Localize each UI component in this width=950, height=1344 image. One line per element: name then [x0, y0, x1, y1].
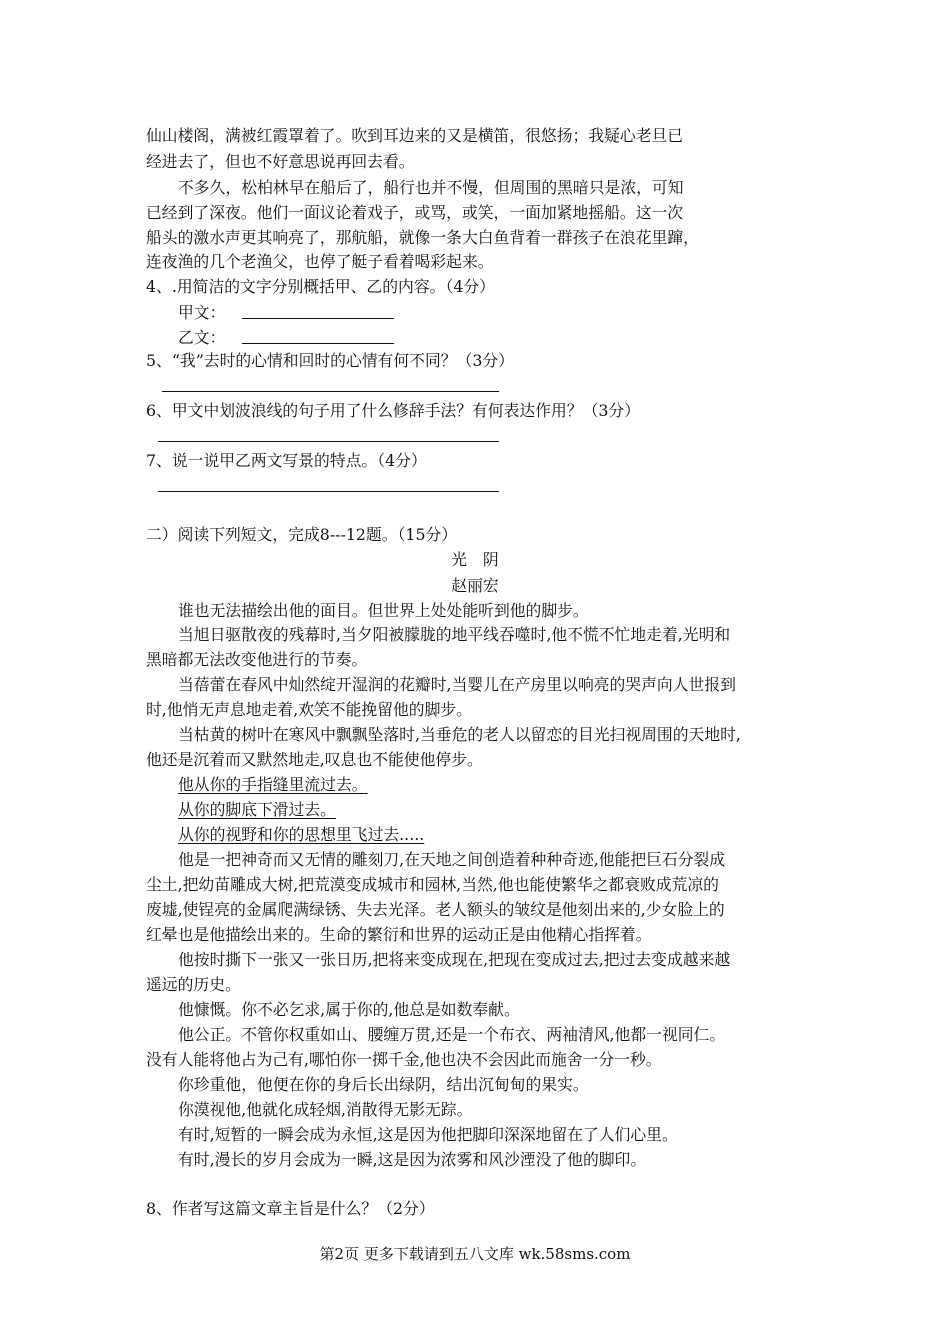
- article-line: 他还是沉着而又默然地走,叹息也不能使他停步。: [146, 750, 483, 769]
- answer-line-q6[interactable]: [158, 441, 499, 442]
- answer-line-b[interactable]: [242, 343, 394, 344]
- passage-line: 仙山楼阁，满被红霞罩着了。吹到耳边来的又是横笛，很悠扬；我疑心老旦已: [146, 126, 684, 145]
- article-line: 有时,漫长的岁月会成为一瞬,这是因为浓雾和风沙湮没了他的脚印。: [178, 1150, 647, 1169]
- passage-line: 已经到了深夜。他们一面议论着戏子，或骂，或笑，一面加紧地摇船。这一次: [146, 203, 684, 222]
- question-6: 6、甲文中划波浪线的句子用了什么修辞手法？有何表达作用？（3分）: [146, 401, 641, 420]
- article-line: 当枯黄的树叶在寒风中飘飘坠落时,当垂危的老人以留恋的目光扫视周围的天地时,: [178, 725, 741, 744]
- article-line: 没有人能将他占为己有,哪怕你一掷千金,他也决不会因此而施舍一分一秒。: [146, 1050, 662, 1069]
- article-line: 尘土,把幼苗雕成大树,把荒漠变成城市和园林,当然,他也能使繁华之都衰败成荒凉的: [146, 875, 719, 894]
- answer-label-b: 乙文：: [178, 328, 226, 347]
- answer-line-q7[interactable]: [158, 491, 499, 492]
- answer-line-a[interactable]: [242, 318, 394, 319]
- page-footer: 第2页 更多下载请到五八文库 wk.58sms.com: [319, 1245, 631, 1263]
- question-8: 8、作者写这篇文章主旨是什么？（2分）: [146, 1199, 435, 1218]
- underlined-sentence: 他从你的手指缝里流过去。: [178, 775, 368, 794]
- passage-line: 不多久，松柏林早在船后了，船行也并不慢，但周围的黑暗只是浓，可知: [178, 178, 684, 197]
- question-7: 7、说一说甲乙两文写景的特点。（4分）: [146, 451, 427, 470]
- article-line: 时,他悄无声息地走着,欢笑不能挽留他的脚步。: [146, 700, 472, 719]
- article-line: 谁也无法描绘出他的面目。但世界上处处能听到他的脚步。: [178, 601, 589, 620]
- article-line: 遥远的历史。: [146, 975, 241, 994]
- underlined-sentence: 从你的视野和你的思想里飞过去.....: [178, 825, 425, 844]
- section-heading: 二）阅读下列短文，完成8---12题。（15分）: [146, 525, 458, 544]
- article-line: 他是一把神奇而又无情的雕刻刀,在天地之间创造着种种奇迹,他能把巨石分裂成: [178, 850, 726, 869]
- article-line: 你漠视他,他就化成轻烟,消散得无影无踪。: [178, 1100, 473, 1119]
- article-line: 你珍重他，他便在你的身后长出绿阴，结出沉甸甸的果实。: [178, 1075, 589, 1094]
- article-line: 他慷慨。你不必乞求,属于你的,他总是如数奉献。: [178, 1000, 520, 1019]
- question-4: 4、.用简洁的文字分别概括甲、乙的内容。（4分）: [146, 277, 495, 296]
- passage-line: 经进去了，但也不好意思说再回去看。: [146, 152, 415, 171]
- question-5: 5、“我”去时的心情和回时的心情有何不同？（3分）: [146, 351, 514, 370]
- article-line: 红晕也是他描绘出来的。生命的繁衍和世界的运动正是由他精心指挥着。: [146, 925, 652, 944]
- article-line: 他公正。不管你权重如山、腰缠万贯,还是一个布衣、两袖清风,他都一视同仁。: [178, 1025, 726, 1044]
- article-line: 有时,短暂的一瞬会成为永恒,这是因为他把脚印深深地留在了人们心里。: [178, 1125, 678, 1144]
- article-line: 他按时撕下一张又一张日历,把将来变成现在,把现在变成过去,把过去变成越来越: [178, 950, 731, 969]
- article-line: 当蓓蕾在春风中灿然绽开湿润的花瓣时,当婴儿在产房里以响亮的哭声向人世报到: [178, 675, 736, 694]
- article-line: 黑暗都无法改变他进行的节奏。: [146, 650, 368, 669]
- passage-line: 连夜渔的几个老渔父，也停了艇子看着喝彩起来。: [146, 252, 494, 271]
- answer-label-a: 甲文：: [178, 303, 226, 322]
- article-line: 当旭日驱散夜的残幕时,当夕阳被朦胧的地平线吞噬时,他不慌不忙地走着,光明和: [178, 625, 731, 644]
- underlined-sentence: 从你的脚底下滑过去。: [178, 800, 336, 819]
- article-title: 光 阴: [451, 550, 499, 569]
- article-line: 废墟,使锃亮的金属爬满绿锈、失去光泽。老人额头的皱纹是他刻出来的,少女脸上的: [146, 900, 725, 919]
- answer-line-q5[interactable]: [162, 391, 499, 392]
- passage-line: 船头的激水声更其响亮了，那航船，就像一条大白鱼背着一群孩子在浪花里蹿，: [146, 228, 699, 247]
- article-author: 赵丽宏: [451, 576, 499, 595]
